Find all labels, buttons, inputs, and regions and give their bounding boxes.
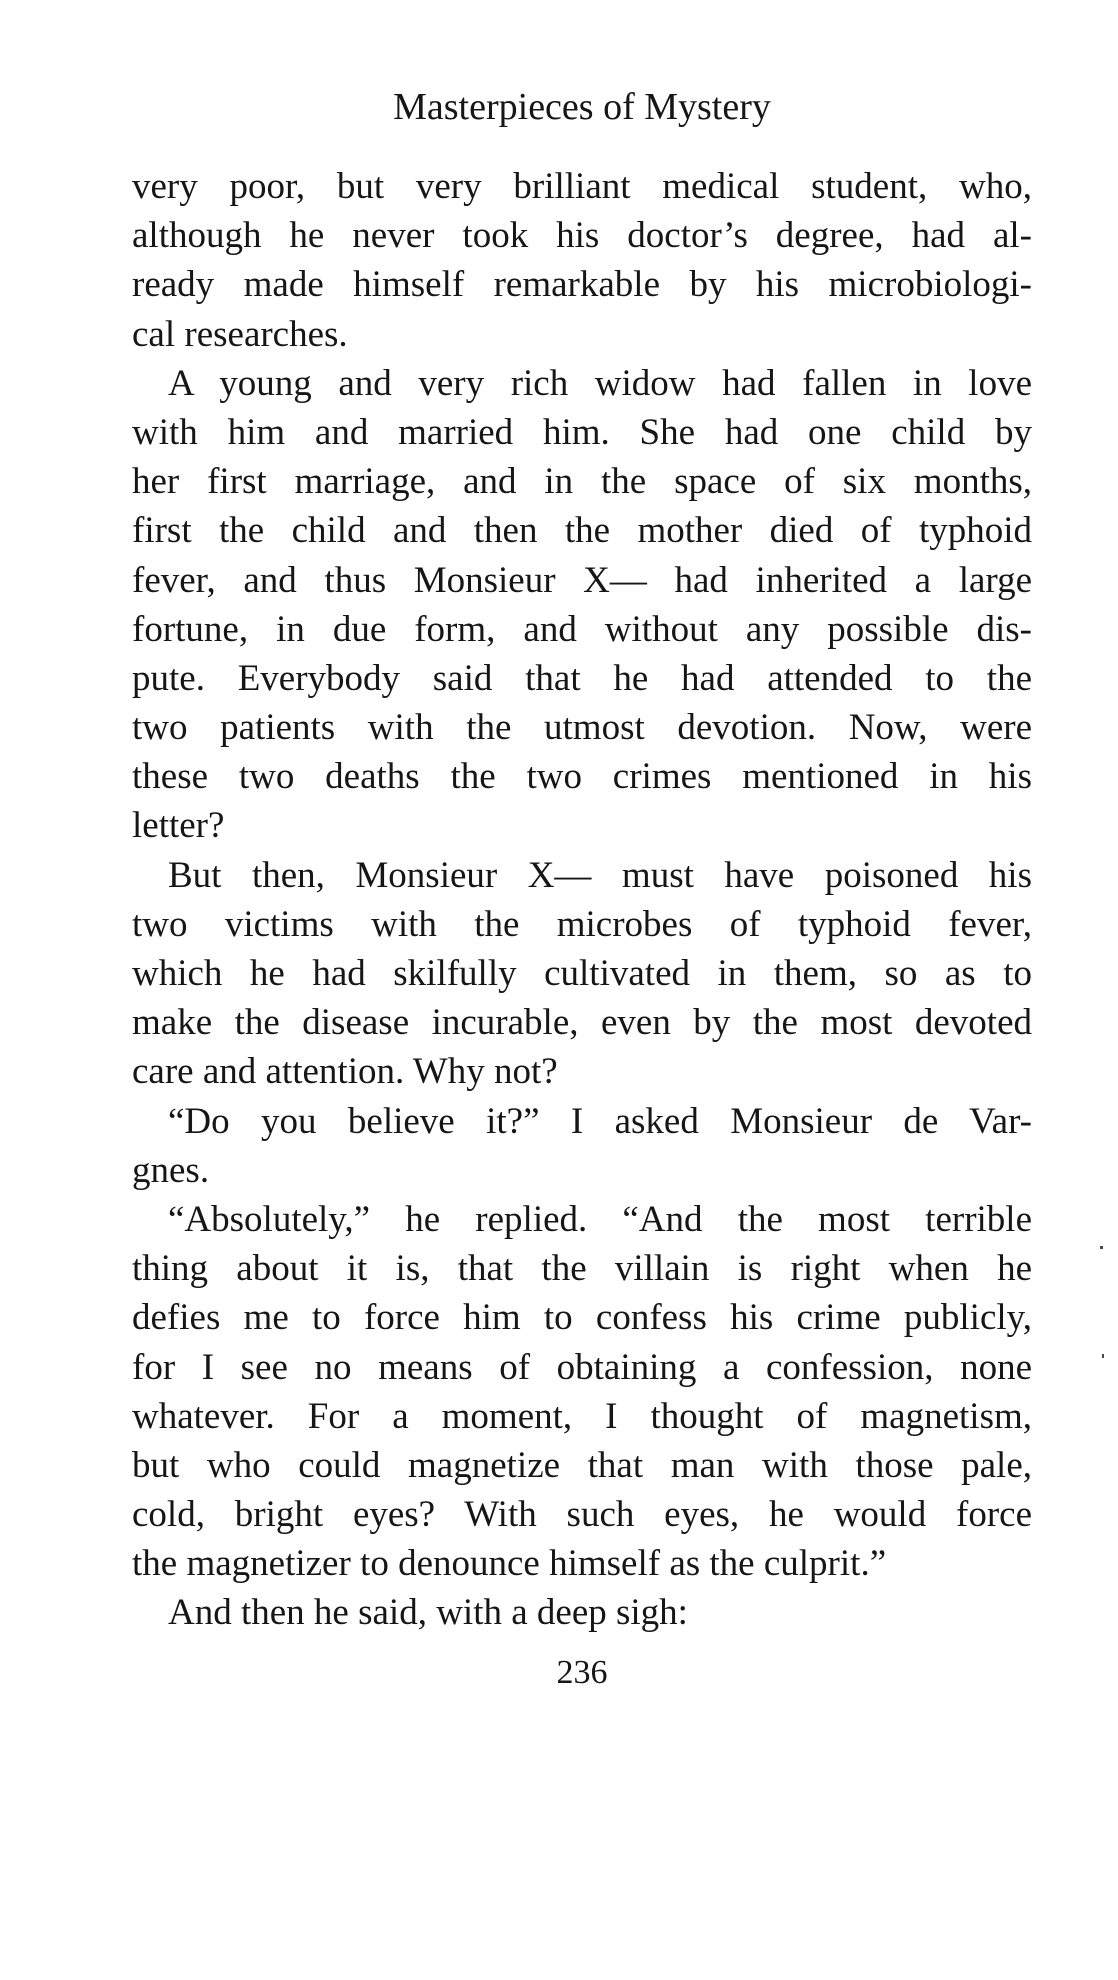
text-line: her first marriage, and in the space of six months, — [132, 461, 1032, 503]
text-line: letter? — [132, 805, 225, 847]
text-line: cold, bright eyes? With such eyes, he would force — [132, 1494, 1032, 1536]
text-line: first the child and then the mother died of typhoid — [132, 510, 1032, 552]
text-line: with him and married him. She had one child by — [132, 411, 1032, 453]
text-line: whatever. For a moment, I thought of magnetism, — [132, 1395, 1032, 1437]
text-line: “Do you believe it?” I asked Monsieur de Var- — [168, 1100, 1032, 1142]
text-line: A young and very rich widow had fallen in love — [168, 362, 1032, 404]
text-line: ready made himself remarkable by his microbiologi- — [132, 264, 1032, 306]
text-line: pute. Everybody said that he had attended to the — [132, 657, 1032, 699]
text-line: very poor, but very brilliant medical student, who, — [132, 166, 1032, 207]
text-line: gnes. — [132, 1149, 210, 1191]
scan-speck — [1100, 1246, 1103, 1249]
text-line: fever, and thus Monsieur X— had inherited a large — [132, 559, 1032, 601]
running-head: Masterpieces of Mystery — [393, 86, 771, 128]
text-line: fortune, in due form, and without any possible dis- — [132, 608, 1032, 650]
paragraph — [132, 162, 1032, 359]
text-line: defies me to force him to confess his crime publicly, — [132, 1297, 1032, 1339]
text-line: these two deaths the two crimes mentioned in his — [132, 756, 1032, 798]
text-line: two victims with the microbes of typhoid fever, — [132, 903, 1032, 945]
paragraph — [132, 1195, 1032, 1589]
text-line: for I see no means of obtaining a confession, none — [132, 1346, 1032, 1388]
text-line: the magnetizer to denounce himself as the culprit.” — [132, 1543, 887, 1585]
text-line: which he had skilfully cultivated in them, so as to — [132, 953, 1032, 994]
text-line: But then, Monsieur X— must have poisoned his — [168, 854, 1032, 896]
text-line: but who could magnetize that man with those pale, — [132, 1444, 1032, 1486]
text-line: although he never took his doctor’s degree, had al- — [132, 215, 1032, 257]
text-line: cal researches. — [132, 313, 348, 355]
page-number: 236 — [556, 1654, 608, 1691]
paragraph — [132, 851, 1032, 1097]
paragraph — [132, 359, 1032, 851]
text-line: care and attention. Why not? — [132, 1051, 558, 1093]
scan-speck — [1102, 1354, 1104, 1358]
text-line: two patients with the utmost devotion. Now, were — [132, 707, 1032, 749]
text-line: thing about it is, that the villain is right when he — [132, 1248, 1032, 1290]
text-line: “Absolutely,” he replied. “And the most terrible — [168, 1198, 1032, 1240]
text-line: And then he said, with a deep sigh: — [168, 1592, 688, 1634]
paragraph — [132, 1097, 1032, 1195]
text-line: make the disease incurable, even by the most devoted — [132, 1002, 1032, 1044]
paragraph — [132, 1588, 1032, 1637]
body-text — [132, 162, 1032, 1638]
